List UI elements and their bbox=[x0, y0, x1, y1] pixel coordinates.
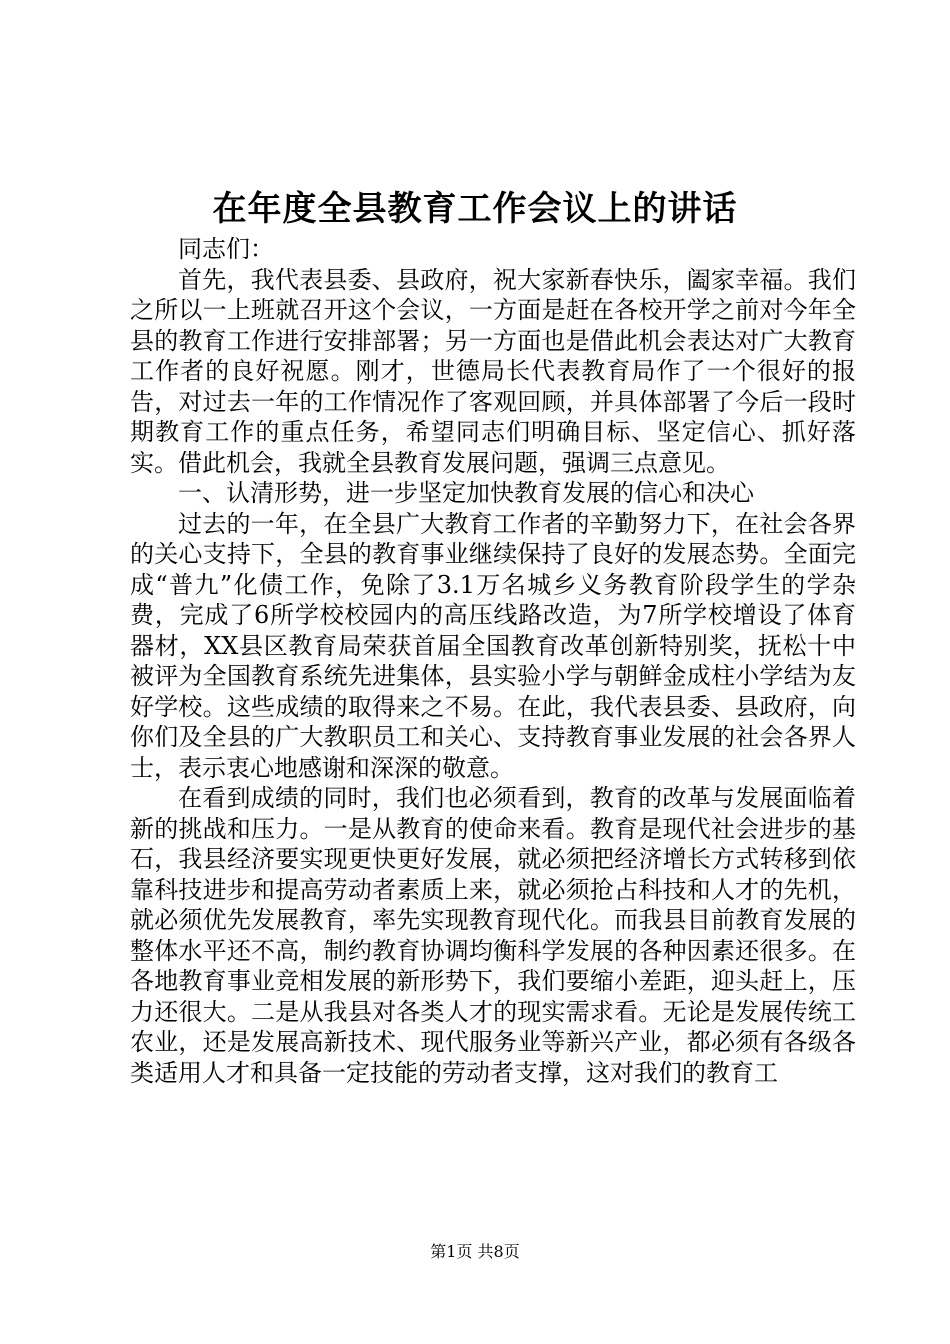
achievements-paragraph: 过去的一年，在全县广大教育工作者的辛勤努力下，在社会各界的关心支持下，全县的教育事业继续保持了良好的发展态势。全面完成“普九”化债工作，免除了3.1万名城乡义务教育阶段学生的学杂费，完成了6所学校校园内的高压线路改造，为7所学校增设了体育器材，XX县区教育局荣获首届全国教育改革创新特别奖，抚松十中被评为全国教育系统先进集体，县实验小学与朝鲜金成柱小学结为友好学校。这些成绩的取得来之不易。在此，我代表县委、县政府，向你们及全县的广大教职员工和关心、支持教育事业发展的社会各界人士，表示衷心地感谢和深深的敬意。 bbox=[130, 509, 856, 782]
document-body bbox=[130, 234, 856, 1088]
section-heading: 一、认清形势，进一步坚定加快教育发展的信心和决心 bbox=[178, 479, 754, 507]
opening-paragraph: 首先，我代表县委、县政府，祝大家新春快乐，阖家幸福。我们之所以一上班就召开这个会议，一方面是赶在各校开学之前对今年全县的教育工作进行安排部署；另一方面也是借此机会表达对广大教育工作者的良好祝愿。刚才，世德局长代表教育局作了一个很好的报告，对过去一年的工作情况作了客观回顾，并具体部署了今后一段时期教育工作的重点任务，希望同志们明确目标、坚定信心、抓好落实。借此机会，我就全县教育发展问题，强调三点意见。 bbox=[130, 265, 856, 477]
challenges-paragraph: 在看到成绩的同时，我们也必须看到，教育的改革与发展面临着新的挑战和压力。一是从教育的使命来看。教育是现代社会进步的基石，我县经济要实现更快更好发展，就必须把经济增长方式转移到依靠科技进步和提高劳动者素质上来，就必须抢占科技和人才的先机，就必须优先发展教育，率先实现教育现代化。而我县目前教育发展的整体水平还不高，制约教育协调均衡科学发展的各种因素还很多。在各地教育事业竞相发展的新形势下，我们要缩小差距，迎头赶上，压力还很大。二是从我县对各类人才的现实需求看。无论是发展传统工农业，还是发展高新技术、现代服务业等新兴产业，都必须有各级各类适用人才和具备一定技能的劳动者支撑，这对我们的教育工 bbox=[130, 784, 856, 1087]
document-title: 在年度全县教育工作会议上的讲话 bbox=[212, 189, 738, 229]
page-number-footer: 第1页 共8页 bbox=[430, 1242, 520, 1261]
salutation-paragraph: 同志们： bbox=[178, 235, 274, 263]
